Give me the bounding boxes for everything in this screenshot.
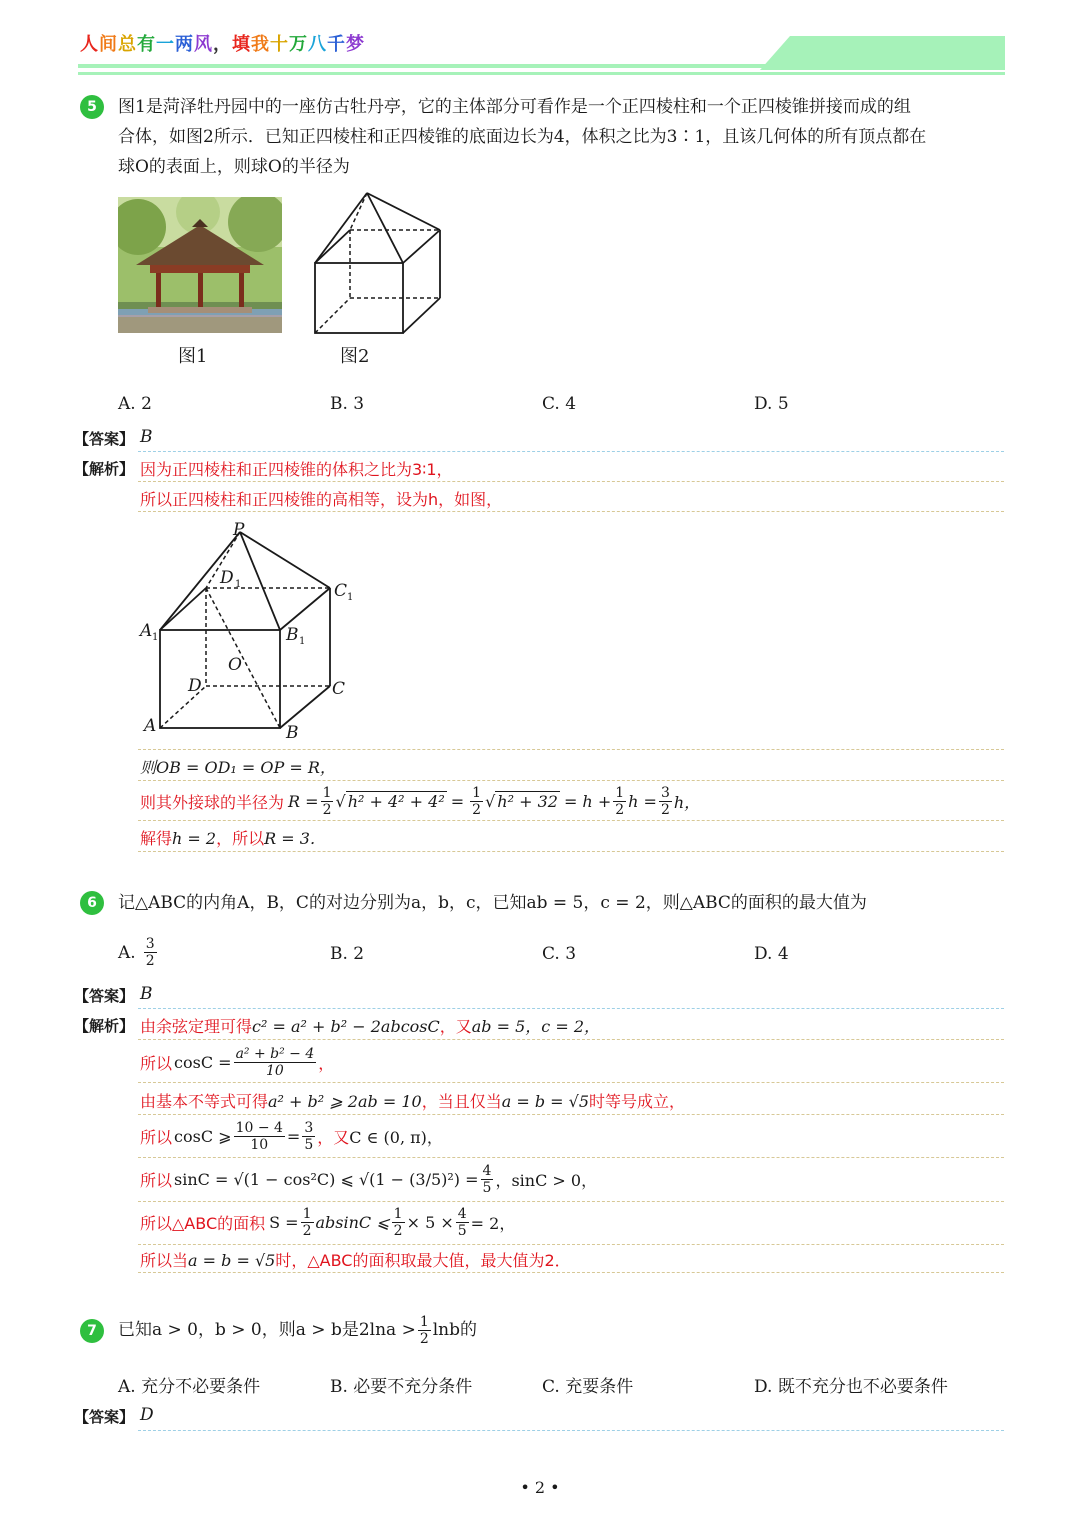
header-title-char: 填 (232, 34, 251, 55)
header-title-char: ， (213, 34, 232, 55)
q5-answer: B (140, 427, 153, 447)
q5-analysis-tag: 【解析】 (74, 460, 135, 478)
label-a: A (144, 716, 157, 736)
q6-solution-line4: 所以 cosC ⩾ $\frac{10 - 4}{10}$ = $\frac{3}{5}$ ，又 C ∈ (0, π)， (140, 1119, 443, 1153)
q6-option-c: C. 3 (542, 944, 577, 964)
q5-option-d: D. 5 (754, 394, 789, 414)
fig2-prism-pyramid (305, 190, 445, 338)
q7-option-d: D. 既不充分也不必要条件 (754, 1377, 948, 1397)
pavilion-photo (118, 197, 282, 333)
divider (138, 1430, 1004, 1431)
q7-option-b: B. 必要不充分条件 (330, 1377, 473, 1397)
q5-solution-line3: 则OB = OD₁ = OP = R， (140, 758, 336, 777)
divider (138, 1082, 1004, 1083)
label-sub: 1 (235, 579, 242, 590)
header-title-char: 梦 (346, 34, 365, 55)
q5-solution-line1: 因为正四棱柱和正四棱锥的体积之比为3∶1， (140, 460, 453, 479)
q7-text: 已知a > 0，b > 0，则a > b是2lna > $\frac{1}{2}$ lnb的 (118, 1313, 478, 1347)
q6-text: 记△ABC的内角A，B，C的对边分别为a，b，c，已知ab = 5，c = 2，则△ABC的面积的最大值为 (118, 893, 867, 913)
q5-answer-tag: 【答案】 (74, 430, 135, 448)
question-number-6: 6 (80, 891, 104, 915)
q6-option-a: A. $\frac{3}{2}$ (118, 936, 155, 969)
header-title-char: 万 (289, 34, 308, 55)
divider (138, 511, 1004, 512)
label-p: P (233, 520, 245, 540)
q5-option-c: C. 4 (542, 394, 577, 414)
divider (138, 1272, 1004, 1273)
q5-solution-line2: 所以正四棱柱和正四棱锥的高相等，设为h，如图， (140, 490, 503, 509)
label-a1: A (140, 621, 153, 641)
label-sub: 1 (299, 636, 306, 647)
header-title-char: 人 (80, 34, 99, 55)
q6-solution-line1: 由余弦定理可得c² = a² + b² − 2abcosC，又ab = 5，c = 2， (140, 1017, 601, 1036)
header-title (80, 30, 365, 56)
header-title-char: 总 (118, 34, 137, 55)
question-number-5: 5 (80, 95, 104, 119)
q6-solution-line3: 由基本不等式可得a² + b² ⩾ 2ab = 10，当且仅当a = b = √5时等号成立， (140, 1092, 686, 1111)
divider (138, 851, 1004, 852)
header-title-char: 间 (99, 34, 118, 55)
q7-option-a: A. 充分不必要条件 (118, 1377, 261, 1397)
label-c: C (332, 679, 346, 699)
divider (138, 1201, 1004, 1202)
divider (138, 1039, 1004, 1040)
fig2-caption: 图2 (340, 346, 370, 367)
divider (138, 780, 1004, 781)
q6-solution-line7: 所以当a = b = √5时，△ABC的面积取最大值，最大值为2． (140, 1251, 571, 1270)
q5-text-line1: 图1是菏泽牡丹园中的一座仿古牡丹亭，它的主体部分可看作是一个正四棱柱和一个正四棱锥拼接而成的组 (118, 97, 911, 117)
q6-solution-line6: 所以△ABC的面积 S = $\frac{1}{2}$ absinC ⩽ $\frac{1}{2}$ × 5 × $\frac{4}{5}$ = 2， (140, 1205, 516, 1239)
divider (138, 481, 1004, 482)
header-title-char: 我 (251, 34, 270, 55)
divider (138, 1244, 1004, 1245)
header-title-char: 有 (137, 34, 156, 55)
label-d1: D (220, 568, 234, 588)
label-b: B (286, 723, 299, 743)
divider (138, 451, 1004, 452)
question-number-7: 7 (80, 1319, 104, 1343)
page-number: • 2 • (520, 1478, 560, 1497)
q6-option-b: B. 2 (330, 944, 365, 964)
label-sub: 1 (152, 632, 159, 643)
q7-answer: D (140, 1405, 154, 1425)
q5-option-b: B. 3 (330, 394, 365, 414)
header-title-char: 十 (270, 34, 289, 55)
q6-analysis-tag: 【解析】 (74, 1017, 135, 1035)
divider (138, 749, 1004, 750)
header-title-char: 千 (327, 34, 346, 55)
header-title-char: 风 (194, 34, 213, 55)
divider (138, 1008, 1004, 1009)
q7-option-c: C. 充要条件 (542, 1377, 634, 1397)
q6-answer-tag: 【答案】 (74, 987, 135, 1005)
q5-solution-line5: 解得h = 2，所以R = 3． (140, 829, 326, 848)
label-o: O (228, 655, 242, 675)
label-sub: 1 (347, 592, 354, 603)
header-title-char: 两 (175, 34, 194, 55)
header-title-char: 八 (308, 34, 327, 55)
q6-solution-line2: 所以 cosC = $\frac{\text{a² + b² − 4}}{10}$ ， (140, 1045, 335, 1079)
q5-text-line3: 球O的表面上，则球O的半径为 (118, 157, 350, 177)
label-d: D (188, 676, 202, 696)
solution-diagram (138, 518, 358, 743)
fig1-caption: 图1 (178, 346, 208, 367)
q5-text-line2: 合体，如图2所示．已知正四棱柱和正四棱锥的底面边长为4，体积之比为3∶1，且该几何体的所有顶点都在 (118, 127, 927, 147)
divider (138, 1114, 1004, 1115)
q5-solution-line4: 则其外接球的半径为 R = $\frac{1}{2}$ √ h² + 4² + 4² = $\frac{1}{2}$ √ h² + 32 = h + $\frac{1}{2}$ h = $\frac{3}{2}$ h， (140, 784, 701, 818)
divider (138, 1157, 1004, 1158)
label-b1: B (286, 625, 299, 645)
q6-answer: B (140, 984, 153, 1004)
q7-answer-tag: 【答案】 (74, 1408, 135, 1426)
q6-solution-line5: 所以 sinC = √(1 − cos²C) ⩽ √(1 − (3/5)²) = $\frac{4}{5}$ ，sinC > 0， (140, 1162, 598, 1196)
q6-option-d: D. 4 (754, 944, 789, 964)
label-c1: C (334, 581, 348, 601)
q5-option-a: A. 2 (118, 394, 152, 414)
header-title-char: 一 (156, 34, 175, 55)
divider (138, 820, 1004, 821)
